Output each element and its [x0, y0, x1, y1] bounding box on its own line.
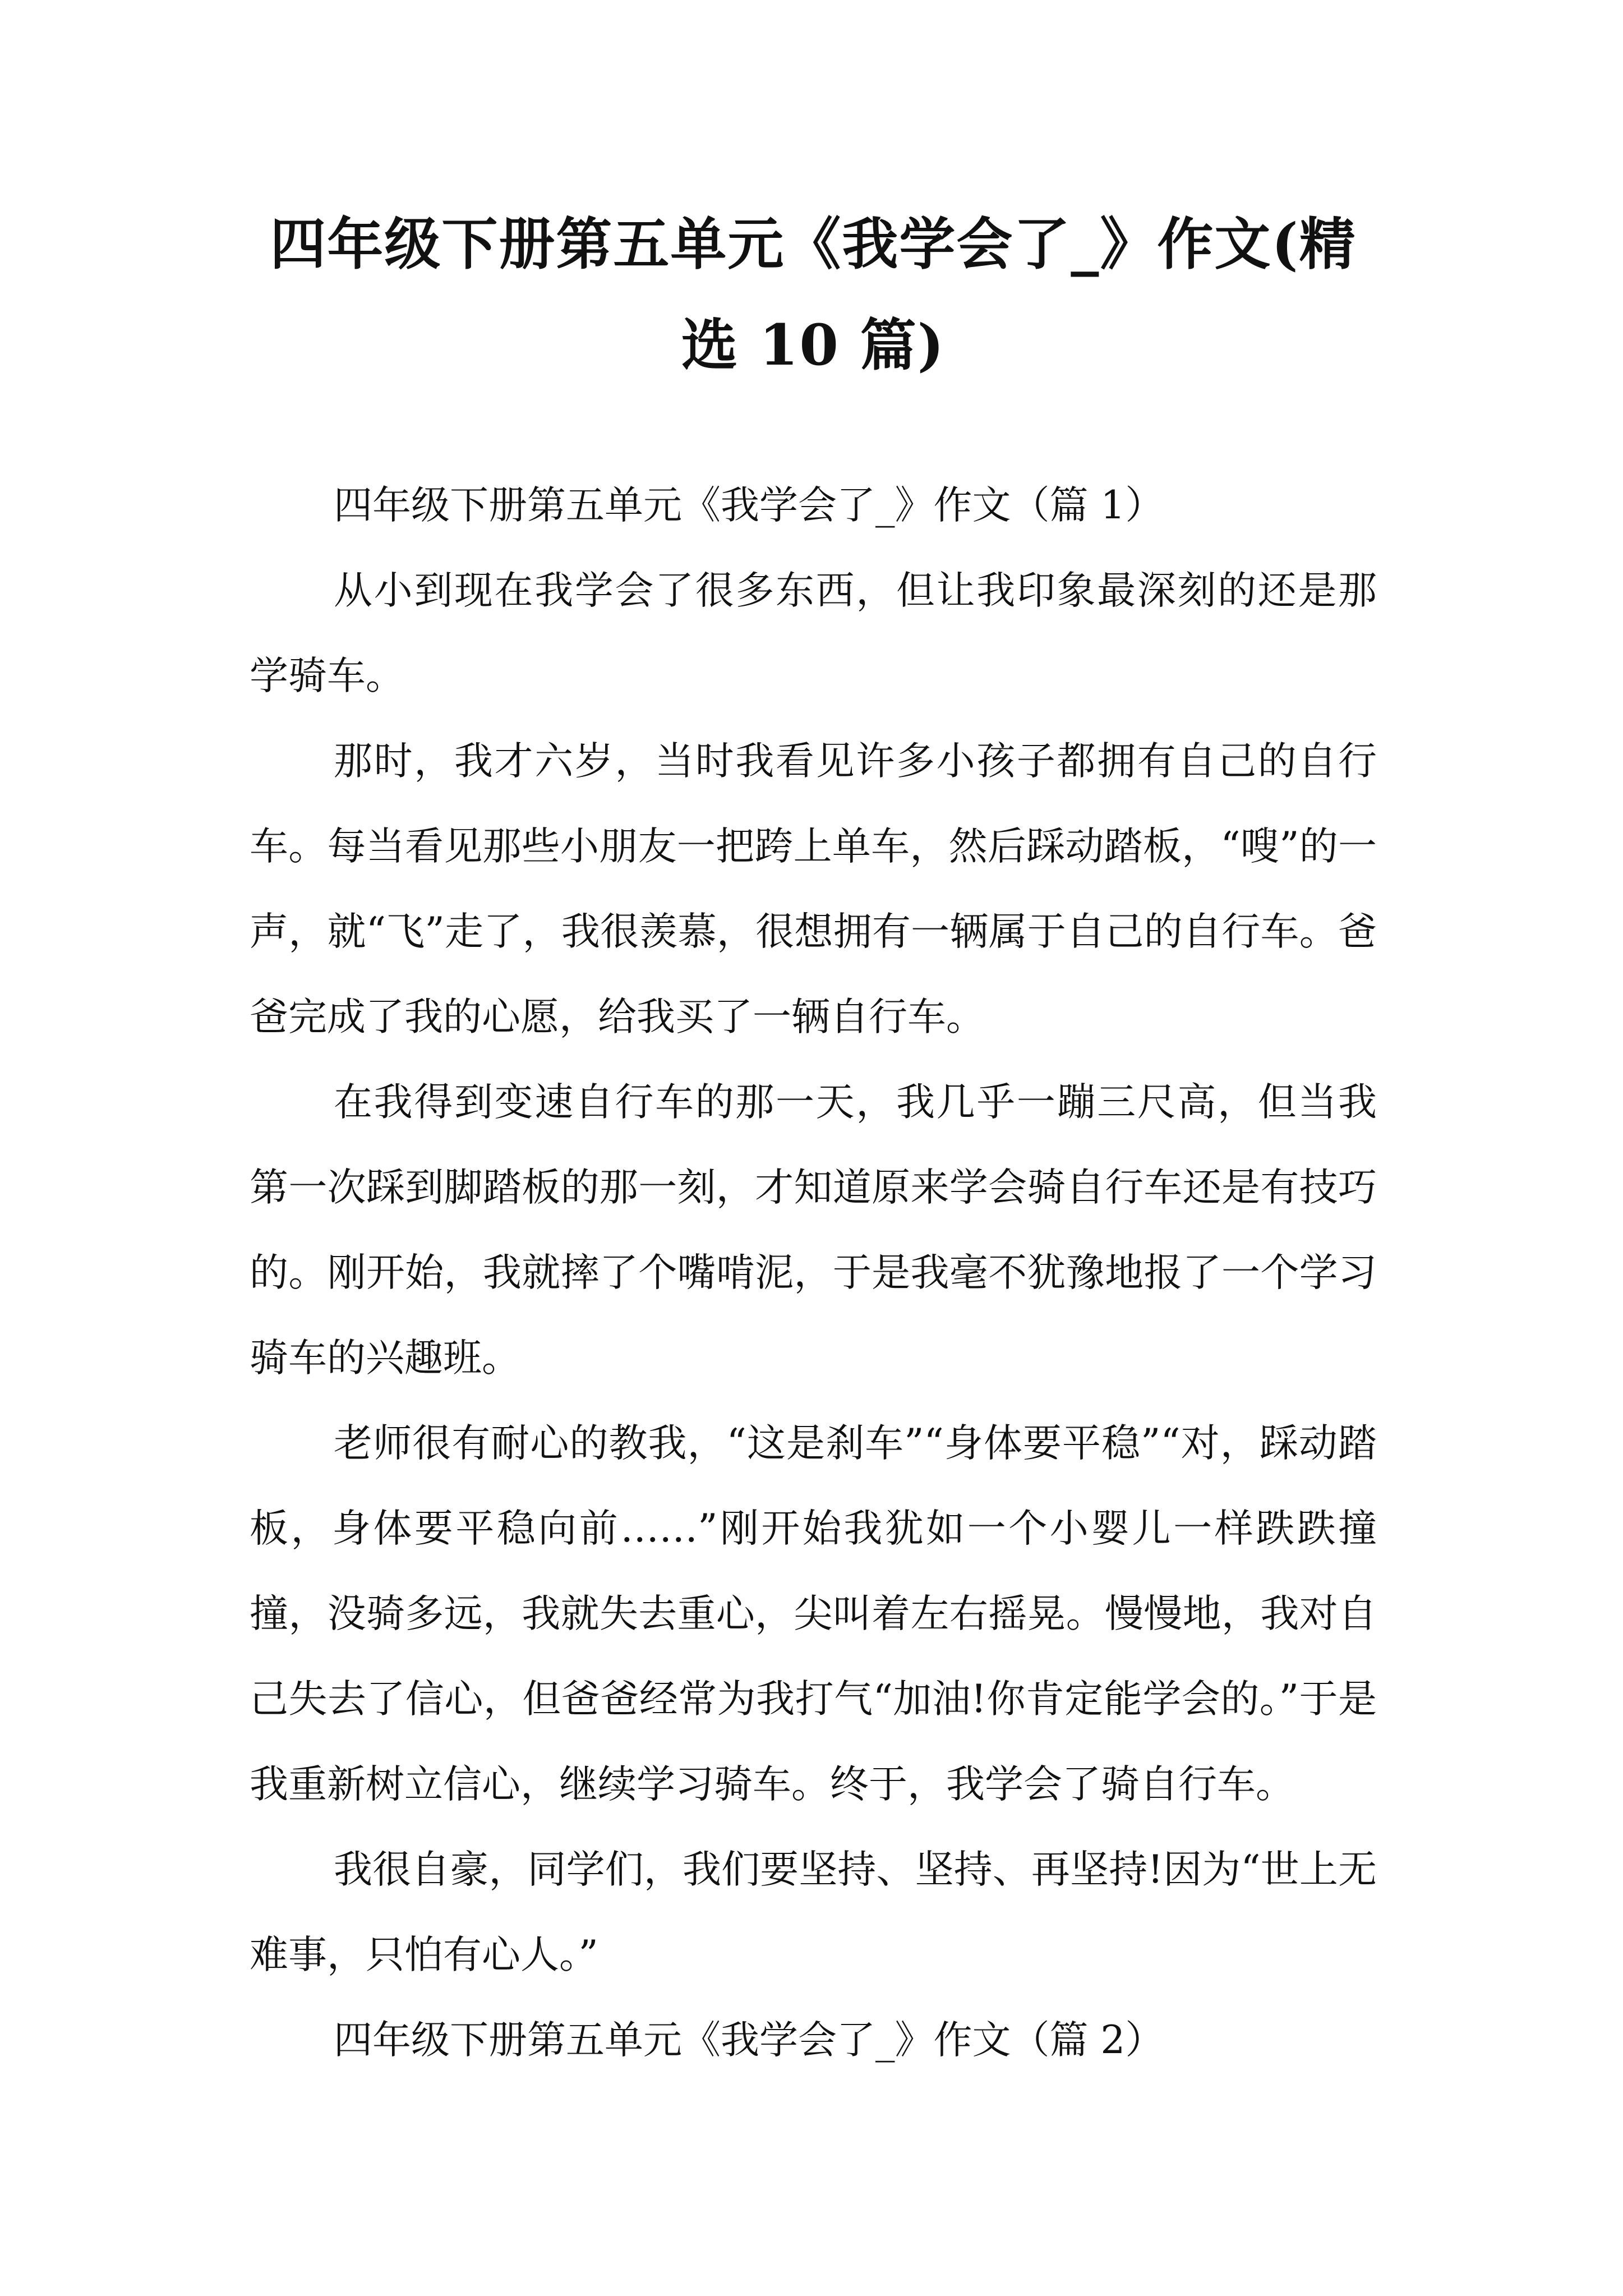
section-heading-1: 四年级下册第五单元《我学会了_》作文（篇 1） — [334, 483, 1164, 528]
section-heading-2: 四年级下册第五单元《我学会了_》作文（篇 2） — [334, 2018, 1164, 2063]
paragraph-2: 那时，我才六岁，当时我看见许多小孩子都拥有自己的自行车。每当看见那些小朋友一把跨上单车，然后踩动踏板，“嗖”的一声，就“飞”走了，我很羡慕，很想拥有一辆属于自己的自行车。爸爸完成了我的心愿，给我买了一辆自行车。 — [250, 739, 1377, 1039]
document-body — [250, 463, 1377, 2083]
paragraph-5: 我很自豪，同学们，我们要坚持、坚持、再坚持!因为“世上无难事，只怕有心人。” — [250, 1847, 1377, 1977]
document-title — [250, 194, 1377, 395]
paragraph-1: 从小到现在我学会了很多东西，但让我印象最深刻的还是那学骑车。 — [250, 568, 1377, 698]
document-title-line-1: 四年级下册第五单元《我学会了_》作文(精 — [270, 211, 1357, 277]
paragraph-3: 在我得到变速自行车的那一天，我几乎一蹦三尺高，但当我第一次踩到脚踏板的那一刻，才知道原来学会骑自行车还是有技巧的。刚开始，我就摔了个嘴啃泥，于是我毫不犹豫地报了一个学习骑车的兴趣班。 — [250, 1080, 1377, 1381]
document-title-line-2: 选 10 篇) — [681, 312, 946, 378]
document-page — [250, 0, 1377, 2296]
paragraph-4: 老师很有耐心的教我，“这是刹车”“身体要平稳”“对，踩动踏板，身体要平稳向前……”刚开始我犹如一个小婴儿一样跌跌撞撞，没骑多远，我就失去重心，尖叫着左右摇晃。慢慢地，我对自己失去了信心，但爸爸经常为我打气“加油!你肯定能学会的。”于是我重新树立信心，继续学习骑车。终于，我学会了骑自行车。 — [250, 1421, 1377, 1807]
